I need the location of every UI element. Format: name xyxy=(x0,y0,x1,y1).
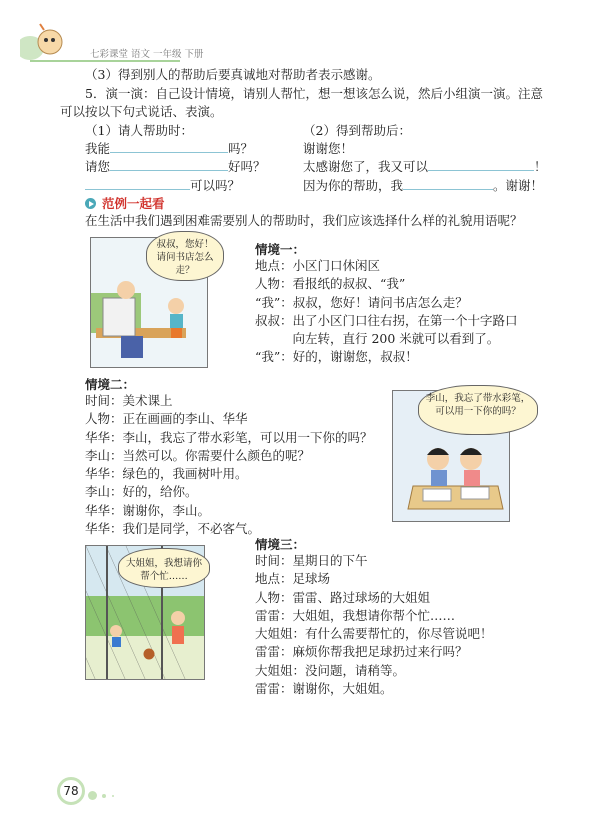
decor-dot xyxy=(112,795,114,797)
page-number: 78 xyxy=(57,777,85,805)
section-heading xyxy=(85,194,165,212)
fill-blank[interactable] xyxy=(428,158,534,171)
decor-dot xyxy=(88,791,97,800)
decor-dot xyxy=(102,794,106,798)
text: 请您 xyxy=(85,159,111,174)
dialogue-line: 人物：正在画画的李山、华华 xyxy=(85,411,248,427)
dialogue-line: 雷雷：麻烦你帮我把足球扔过来行吗？ xyxy=(255,644,468,660)
dialogue-line: 华华：谢谢你，李山。 xyxy=(85,502,211,518)
text: 我能 xyxy=(85,141,111,156)
scene1-speech-bubble: 叔叔，您好！请问书店怎么走？ xyxy=(146,231,224,281)
dialogue-line: 时间：美术课上 xyxy=(85,393,173,408)
scene3-lines xyxy=(255,552,493,698)
text: 因为你的帮助，我 xyxy=(303,178,404,193)
text: 。谢谢！ xyxy=(493,178,544,193)
dialogue-line: 大姐姐：没问题，请稍等。 xyxy=(255,662,406,678)
fill-blank[interactable] xyxy=(110,158,228,171)
dialogue-line: 华华：我们是同学，不必客气。 xyxy=(85,521,261,537)
text: 吗？ xyxy=(228,141,254,156)
section-question: 在生活中我们遇到困难需要别人的帮助时，我们应该选择什么样的礼貌用语呢？ xyxy=(85,213,523,228)
scene3-title: 情境三： xyxy=(255,537,306,552)
dialogue-line: “我”：叔叔，您好！请问书店怎么走？ xyxy=(255,294,468,310)
header-mascot-icon xyxy=(20,22,70,62)
pattern-left-2 xyxy=(85,158,266,176)
patterns-right-title: （2）得到帮助后： xyxy=(303,123,411,138)
play-circle-icon xyxy=(85,198,96,209)
dialogue-line: 地点：足球场 xyxy=(255,571,331,587)
scene1-lines xyxy=(255,257,518,367)
dialogue-line: 华华：绿色的，我画树叶用。 xyxy=(85,466,248,482)
scene2-title: 情境二： xyxy=(85,377,136,392)
dialogue-line: 向左转，直行 200 米就可以看到了。 xyxy=(255,331,500,347)
dialogue-line: 地点：小区门口休闲区 xyxy=(255,258,381,273)
scene2-lines xyxy=(85,392,373,538)
text: 太感谢您了，我又可以 xyxy=(303,159,429,174)
text: 谢谢您！ xyxy=(303,141,354,156)
pattern-left-3 xyxy=(85,177,240,195)
dialogue-line: 李山：好的，给你。 xyxy=(85,484,198,500)
item-5-line1: 5．演一演：自己设计情境，请别人帮忙，想一想该怎么说，然后小组演一演。注意 xyxy=(85,86,543,101)
header-rule xyxy=(30,60,180,62)
dialogue-line: 雷雷：谢谢你，大姐姐。 xyxy=(255,681,393,697)
dialogue-line: 华华：李山，我忘了带水彩笔，可以用一下你的吗？ xyxy=(85,429,373,445)
pattern-left-1 xyxy=(85,140,253,158)
dialogue-line: 大姐姐：有什么需要帮忙的，你尽管说吧！ xyxy=(255,626,493,642)
dialogue-line: 时间：星期日的下午 xyxy=(255,553,368,568)
dialogue-line: “我”：好的，谢谢您，叔叔！ xyxy=(255,349,418,365)
pattern-right-3 xyxy=(303,177,543,195)
dialogue-line: 李山：当然可以。你需要什么颜色的呢？ xyxy=(85,447,311,463)
scene1-title: 情境一： xyxy=(255,242,306,257)
text: ！ xyxy=(534,159,547,174)
scene2-speech-bubble: 李山，我忘了带水彩笔，可以用一下你的吗？ xyxy=(418,385,538,435)
text: 可以吗？ xyxy=(190,178,241,193)
header-book-title: 七彩课堂 语文 一年级 下册 xyxy=(90,49,204,60)
text: 好吗？ xyxy=(228,159,266,174)
section-title: 范例一起看 xyxy=(102,196,165,211)
dialogue-line: 叔叔：出了小区门口往右拐，在第一个十字路口 xyxy=(255,312,518,328)
dialogue-line: 雷雷：大姐姐，我想请你帮个忙…… xyxy=(255,607,456,623)
fill-blank[interactable] xyxy=(85,177,190,190)
dialogue-line: 人物：看报纸的叔叔、“我” xyxy=(255,276,406,292)
fill-blank[interactable] xyxy=(110,140,228,153)
pattern-right-2 xyxy=(303,158,547,176)
dialogue-line: 人物：雷雷、路过球场的大姐姐 xyxy=(255,589,431,605)
patterns-left-title: （1）请人帮助时： xyxy=(85,123,193,138)
item-5-line2: 可以按以下句式说话、表演。 xyxy=(60,104,223,119)
pattern-right-1 xyxy=(303,140,353,158)
scene3-speech-bubble: 大姐姐，我想请你帮个忙…… xyxy=(118,548,210,588)
item-3: （3）得到别人的帮助后要真诚地对帮助者表示感谢。 xyxy=(85,67,381,82)
fill-blank[interactable] xyxy=(403,177,493,190)
